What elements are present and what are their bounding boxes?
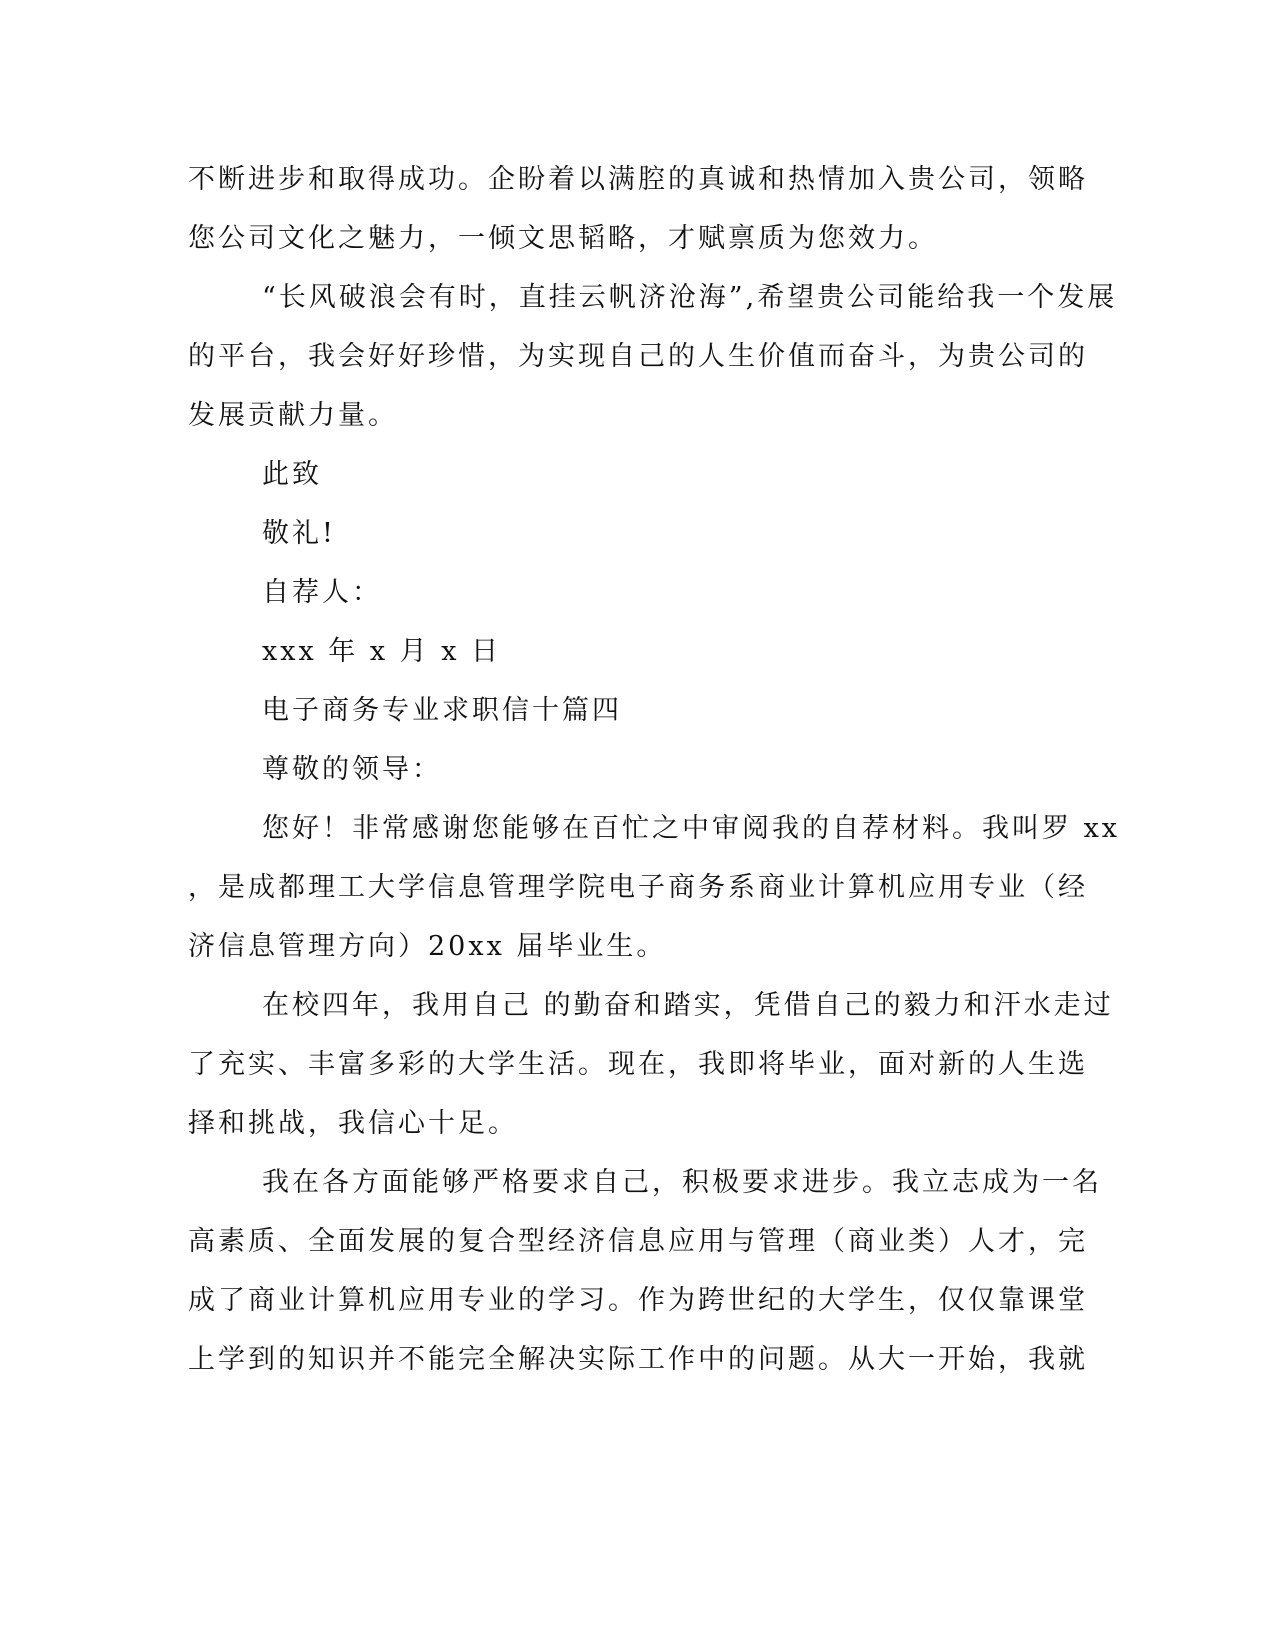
- text-line: 成了商业计算机应用专业的学习。作为跨世纪的大学生，仅仅靠课堂: [188, 1285, 1088, 1316]
- text-line: 此致: [262, 459, 322, 490]
- text-line: “长风破浪会有时，直挂云帆济沧海”,希望贵公司能给我一个发展: [262, 282, 1118, 313]
- text-line: 不断进步和取得成功。企盼着以满腔的真诚和热情加入贵公司，领略: [188, 164, 1088, 195]
- text-line: 自荐人：: [262, 577, 382, 608]
- text-line: 发展贡献力量。: [188, 400, 398, 431]
- salutation: 尊敬的领导：: [262, 754, 442, 785]
- text-line: 您好！非常感谢您能够在百忙之中审阅我的自荐材料。我叫罗 xx: [262, 813, 1121, 844]
- text-line: 您公司文化之魅力，一倾文思韬略，才赋禀质为您效力。: [188, 223, 938, 254]
- text-line: 高素质、全面发展的复合型经济信息应用与管理（商业类）人才，完: [188, 1226, 1088, 1257]
- text-line: xxx 年 x 月 x 日: [262, 636, 502, 667]
- section-heading: 电子商务专业求职信十篇四: [262, 695, 622, 726]
- text-line: 我在各方面能够严格要求自己，积极要求进步。我立志成为一名: [262, 1167, 1102, 1198]
- text-line: 的平台，我会好好珍惜，为实现自己的人生价值而奋斗，为贵公司的: [188, 341, 1088, 372]
- text-line: ，是成都理工大学信息管理学院电子商务系商业计算机应用专业（经: [188, 872, 1088, 903]
- text-line: 上学到的知识并不能完全解决实际工作中的问题。从大一开始，我就: [188, 1344, 1088, 1375]
- text-line: 择和挑战，我信心十足。: [188, 1108, 518, 1139]
- text-line: 在校四年，我用自己 的勤奋和踏实，凭借自己的毅力和汗水走过: [262, 990, 1114, 1021]
- text-line: 敬礼!: [262, 518, 336, 549]
- text-line: 了充实、丰富多彩的大学生活。现在，我即将毕业，面对新的人生选: [188, 1049, 1088, 1080]
- text-line: 济信息管理方向）20xx 届毕业生。: [188, 931, 667, 962]
